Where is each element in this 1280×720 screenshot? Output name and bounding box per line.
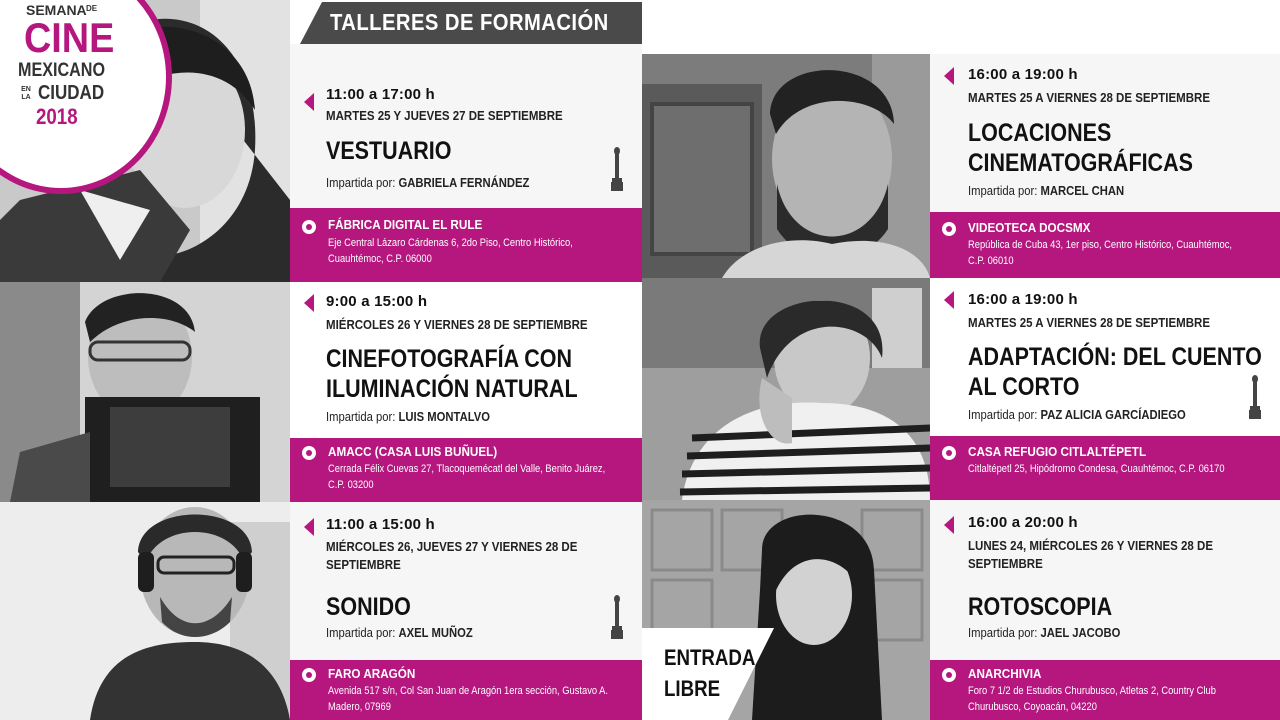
free-entry-line-2: LIBRE [664,676,721,701]
location-pin-icon [302,446,316,460]
workshop-title: VESTUARIO [326,137,452,165]
instructor-photo-axel [0,502,290,720]
workshop-card-adaptacion [930,278,1280,436]
workshop-date: MARTES 25 Y JUEVES 27 DE SEPTIEMBRE [326,109,563,123]
pointer-arrow-icon [304,294,314,312]
venue-box-videoteca [930,212,1280,278]
venue-address: Avenida 517 s/n, Col San Juan de Aragón 1era sección, Gustavo A. Madero, 07969 [328,685,608,713]
venue-box-fabrica [290,208,642,282]
venue-address: República de Cuba 43, 1er piso, Centro Histórico, Cuauhtémoc, C.P. 06010 [968,239,1233,267]
location-pin-icon [942,668,956,682]
workshop-title-line-1: ADAPTACIÓN: DEL CUENTO [968,343,1262,371]
trophy-icon [1248,374,1262,420]
logo-line-mexicano: MEXICANO [18,60,106,81]
workshop-instructor: Impartida por: LUIS MONTALVO [326,410,491,424]
venue-name: AMACC (CASA LUIS BUÑUEL) [328,444,498,459]
workshop-card-sonido [290,502,642,660]
workshop-title: ROTOSCOPIA [968,593,1113,621]
instructor-photo-marcel [642,54,930,278]
venue-address: Cerrada Félix Cuevas 27, Tlacoquemécatl del Valle, Benito Juárez, C.P. 03200 [328,463,606,491]
venue-address: Eje Central Lázaro Cárdenas 6, 2do Piso, Centro Histórico, Cuauhtémoc, C.P. 06000 [328,237,573,265]
venue-name: ANARCHIVIA [968,666,1042,681]
workshop-card-rotoscopia [930,500,1280,660]
workshop-title: SONIDO [326,593,411,621]
workshop-time: 16:00 a 20:00 h [968,514,1078,531]
section-header [300,2,642,44]
location-pin-icon [942,222,956,236]
workshop-date: MARTES 25 A VIERNES 28 DE SEPTIEMBRE [968,91,1210,105]
workshop-title-line-2: CINEMATOGRÁFICAS [968,149,1193,177]
workshop-time: 16:00 a 19:00 h [968,66,1078,83]
workshop-instructor: Impartida por: AXEL MUÑOZ [326,626,473,640]
workshop-instructor: Impartida por: PAZ ALICIA GARCÍADIEGO [968,408,1186,422]
portrait-illustration [0,502,290,720]
venue-box-amacc [290,438,642,502]
logo-line-semana: SEMANA [26,2,87,18]
workshop-time: 16:00 a 19:00 h [968,291,1078,308]
workshop-card-locaciones [930,54,1280,212]
workshop-title-line-1: LOCACIONES [968,119,1112,147]
workshop-instructor: Impartida por: GABRIELA FERNÁNDEZ [326,176,530,190]
workshop-card-cinefotografia [290,282,642,438]
location-pin-icon [302,220,316,234]
workshop-date: LUNES 24, MIÉRCOLES 26 Y VIERNES 28 DE SEPTIEMBRE [968,539,1213,571]
pointer-arrow-icon [304,518,314,536]
instructor-photo-paz-alicia [642,278,930,500]
venue-box-anarchivia [930,660,1280,720]
logo-line-cine: CINE [24,14,115,61]
pointer-arrow-icon [944,67,954,85]
portrait-illustration [642,278,930,500]
pointer-arrow-icon [304,93,314,111]
venue-box-faro-aragon [290,660,642,720]
workshop-time: 9:00 a 15:00 h [326,293,428,310]
instructor-photo-luis [0,282,290,502]
portrait-illustration [0,282,290,502]
portrait-illustration [642,54,930,278]
venue-name: FARO ARAGÓN [328,666,416,681]
venue-box-casa-refugio [930,436,1280,500]
logo-line-ciudad: CIUDAD [38,82,105,104]
pointer-arrow-icon [944,516,954,534]
location-pin-icon [302,668,316,682]
workshop-time: 11:00 a 17:00 h [326,86,435,103]
workshop-date: MARTES 25 A VIERNES 28 DE SEPTIEMBRE [968,316,1210,330]
venue-name: VIDEOTECA DOCSMX [968,220,1091,235]
workshop-title-line-2: ILUMINACIÓN NATURAL [326,375,578,403]
workshop-instructor: Impartida por: JAEL JACOBO [968,626,1121,640]
workshop-title-line-1: CINEFOTOGRAFÍA CON [326,345,573,373]
location-pin-icon [942,446,956,460]
logo-year: 2018 [36,104,78,129]
venue-address: Foro 7 1/2 de Estudios Churubusco, Atletas 2, Country Club Churubusco, Coyoacán, 04220 [968,685,1216,713]
workshop-instructor: Impartida por: MARCEL CHAN [968,184,1125,198]
venue-name: FÁBRICA DIGITAL EL RULE [328,217,483,232]
trophy-icon [610,146,624,192]
logo-line-de: DE [86,4,98,13]
workshop-time: 11:00 a 15:00 h [326,516,435,533]
section-title: TALLERES DE FORMACIÓN [330,9,609,35]
workshop-date: MIÉRCOLES 26, JUEVES 27 Y VIERNES 28 DE SEPTIEMBRE [326,540,578,572]
venue-name: CASA REFUGIO CITLALTÉPETL [968,444,1147,459]
free-entry-line-1: ENTRADA [664,645,756,670]
pointer-arrow-icon [944,291,954,309]
workshop-date: MIÉRCOLES 26 Y VIERNES 28 DE SEPTIEMBRE [326,318,588,332]
workshop-card-vestuario [290,44,642,208]
venue-address: Citlaltépetl 25, Hipódromo Condesa, Cuauhtémoc, C.P. 06170 [968,463,1225,475]
free-entry-badge-shape [642,628,774,720]
logo-line-en-la: EN LA [21,86,31,101]
trophy-icon [610,594,624,640]
workshop-title-line-2: AL CORTO [968,373,1080,401]
